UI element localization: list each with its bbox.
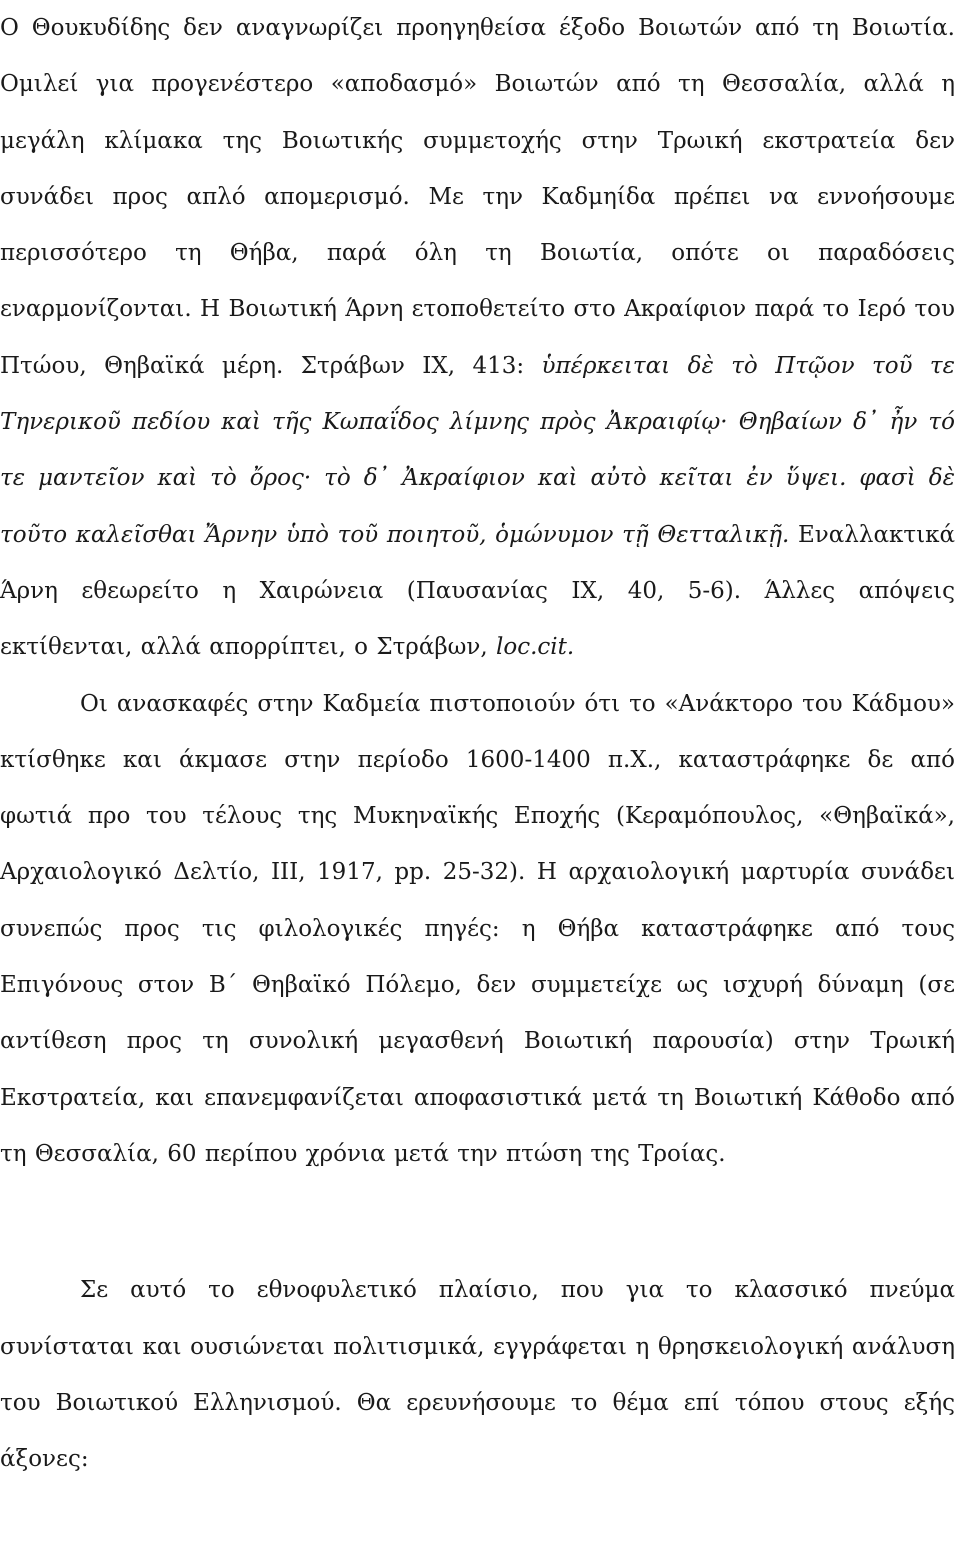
paragraph-text: Ο Θουκυδίδης δεν αναγνωρίζει προηγηθείσα έξοδο Βοιωτών από τη Βοιωτία. Ομιλεί για προγενέστερο «αποδασμό» Βοιωτών από τη Θεσσαλία, αλλά η μεγάλη κλίμακα της Βοιωτικής συμμετοχής στην Τρωική εκστρατεία δεν συνάδει προς απλό απομερισμό. Με την Καδμηίδα πρέπει να εννοήσουμε περισσότερο τη Θήβα, παρά όλη τη Βοιωτία, οπότε οι παραδόσεις εναρμονίζονται. Η Βοιωτική Άρνη ετοποθετείτο στο Ακραίφιον παρά το Ιερό του Πτώου, Θηβαϊκά μέρη. Στράβων IX, 413: [0, 15, 955, 379]
paragraph-boeotian-arne [0, 0, 955, 676]
paragraph-ethnotribal-framework: Σε αυτό το εθνοφυλετικό πλαίσιο, που για το κλασσικό πνεύμα συνίσταται και ουσιώνεται πολιτισμικά, εγγράφεται η θρησκειολογική ανάλυση του Βοιωτικού Ελληνισμού. Θα ερευνήσουμε το θέμα επί τόπου στους εξής άξονες: [0, 1277, 955, 1473]
greek-quotation-strabo: ὑπέρκειται δὲ τὸ Πτῷον τοῦ τε Τηνερικοῦ πεδίου καὶ τῆς Κωπαΐδος λίμνης πρὸς Ἀκραιφίῳ· Θηβαίων δ᾿ ἦν τό τε μαντεῖον καὶ τὸ ὄρος· τὸ δ᾿ Ἀκραίφιον καὶ αὐτὸ κεῖται ἐν ὕψει. φασὶ δὲ τοῦτο καλεῖσθαι Ἄρνην ὑπὸ τοῦ ποιητοῦ, ὁμώνυμον τῇ Θετταλικῇ. [0, 352, 955, 548]
paragraph-text: Εναλλακτικά Άρνη εθεωρείτο η Χαιρώνεια (Παυσανίας IX, 40, 5-6). Άλλες απόψεις εκτίθενται, αλλά απορρίπτει, ο Στράβων, [0, 521, 955, 661]
citation-loc-cit: loc.cit. [496, 634, 575, 661]
paragraph-kadmeia-excavations: Οι ανασκαφές στην Καδμεία πιστοποιούν ότι το «Ανάκτορο του Κάδμου» κτίσθηκε και άκμασε στην περίοδο 1600-1400 π.Χ., καταστράφηκε δε από φωτιά προ του τέλους της Μυκηναϊκής Εποχής (Κεραμόπουλος, «Θηβαϊκά», Αρχαιολογικό Δελτίο, ΙΙΙ, 1917, pp. 25-32). Η αρχαιολογική μαρτυρία συνάδει συνεπώς προς τις φιλολογικές πηγές: η Θήβα καταστράφηκε από τους Επιγόνους στον Β΄ Θηβαϊκό Πόλεμο, δεν συμμετείχε ως ισχυρή δύναμη (σε αντίθεση προς τη συνολική μεγασθενή Βοιωτική παρουσία) στην Τρωική Εκστρατεία, και επανεμφανίζεται αποφασιστικά μετά τη Βοιωτική Κάθοδο από τη Θεσσαλία, 60 περίπου χρόνια μετά την πτώση της Τροίας. [0, 690, 955, 1167]
